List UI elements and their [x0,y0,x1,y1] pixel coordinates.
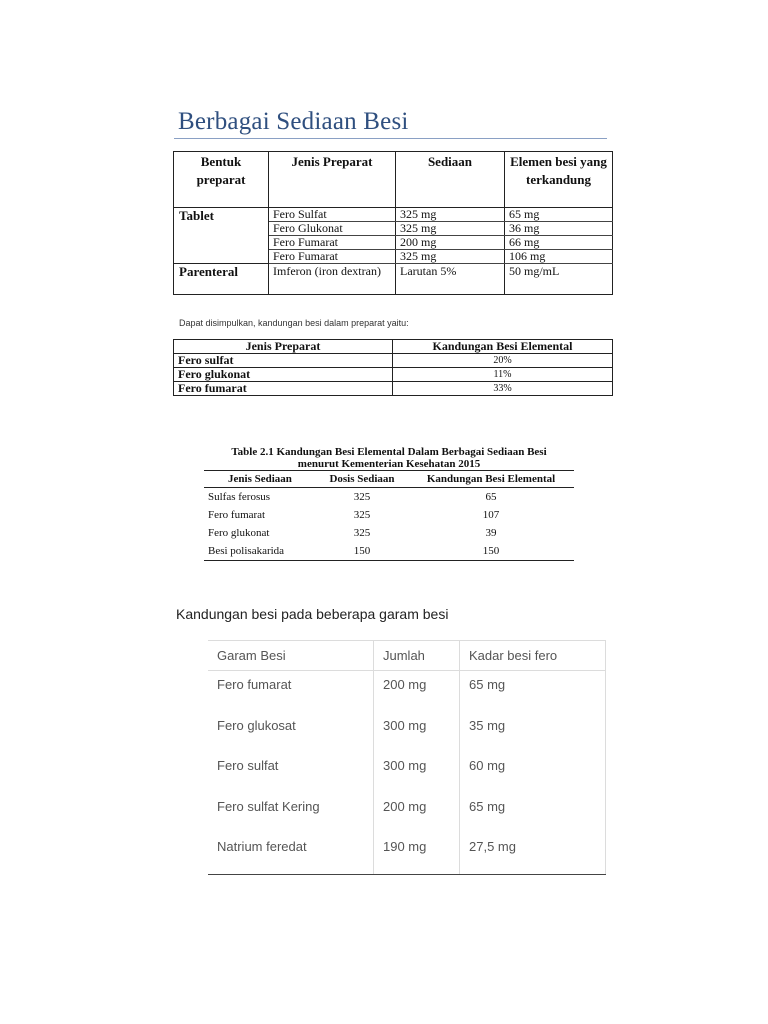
table-header-row [208,641,606,671]
table-cell: Fero Glukonat [269,222,396,236]
caption-line: Table 2.1 Kandungan Besi Elemental Dalam Berbagai Sediaan Besi [231,446,547,458]
table-row [174,368,613,382]
title-underline [174,138,607,139]
table-cell: 150 [316,542,408,561]
table-cell: Fero Fumarat [269,236,396,250]
table-cell: 33% [393,382,613,396]
table-cell: Fero Fumarat [269,250,396,264]
table-cell: Fero glukonat [208,527,270,539]
table-cell: Fero glukosat [208,712,374,753]
table-cell: 200 mg [374,793,460,834]
header-sediaan: Sediaan [396,152,505,208]
header-kandungan-besi: Kandungan Besi Elemental [408,471,574,488]
header-kandungan: Kandungan Besi Elemental [393,340,613,354]
table-cell: 35 mg [460,712,606,753]
table-header-row [174,340,613,354]
table-cell: 325 mg [396,250,505,264]
header-dosis-sediaan: Dosis Sediaan [316,471,408,488]
table-cell: 60 mg [460,752,606,793]
table-cell: 11% [393,368,613,382]
table-row [174,354,613,368]
table-cell: 65 [485,491,497,503]
table-row [208,671,606,712]
table-cell: Fero fumarat [174,382,393,396]
header-jenis: Jenis Preparat [269,152,396,208]
table-cell: 107 [482,509,500,521]
table-cell: 325 mg [396,222,505,236]
table-row [174,264,613,295]
table-cell: Fero sulfat [208,752,374,793]
table-cell: 20% [393,354,613,368]
header-jumlah: Jumlah [374,641,460,671]
table-header-row [174,152,613,208]
table-cell: 36 mg [505,222,613,236]
header-jenis-sediaan: Jenis Sediaan [204,471,316,488]
table-cell: 200 mg [374,671,460,712]
table-cell: Fero Sulfat [269,208,396,222]
table-cell: 39 [485,527,497,539]
table-row [204,524,574,542]
table-cell: 150 [408,542,574,561]
table-cell: 325 mg [396,208,505,222]
table-cell: Imferon (iron dextran) [269,264,396,295]
table-header-row [204,471,574,488]
table-cell: Natrium feredat [208,833,374,874]
table-row [208,752,606,793]
table-row [208,793,606,834]
header-jenis-preparat: Jenis Preparat [174,340,393,354]
table-cell: Fero fumarat [208,509,266,521]
table-cell: 325 [353,491,371,503]
table-row [174,382,613,396]
kemenkes-iron-table [204,470,574,561]
summary-note: Dapat disimpulkan, kandungan besi dalam preparat yaitu: [179,318,409,328]
table-cell: 300 mg [374,752,460,793]
table-cell: Fero sulfat [174,354,393,368]
form-parenteral: Parenteral [174,264,269,295]
header-garam-besi: Garam Besi [208,641,374,671]
table-cell: Besi polisakarida [204,542,316,561]
table-cell: 106 mg [505,250,613,264]
table-cell: Larutan 5% [396,264,505,295]
table-caption [204,446,574,470]
caption-line: menurut Kementerian Kesehatan 2015 [297,458,481,470]
table-row [208,712,606,753]
table-cell: 200 mg [396,236,505,250]
table-cell: 300 mg [374,712,460,753]
table-row [204,488,574,507]
form-tablet: Tablet [174,208,269,264]
section-title: Kandungan besi pada beberapa garam besi [176,606,449,622]
table-cell: 50 mg/mL [505,264,613,295]
table-cell: Sulfas ferosus [208,491,271,503]
header-elemen: Elemen besi yang terkandung [505,152,613,208]
table-row [174,208,613,222]
table-cell: Fero fumarat [208,671,374,712]
page-title: Berbagai Sediaan Besi [178,108,409,135]
table-cell: 65 mg [460,793,606,834]
header-bentuk: Bentuk preparat [174,152,269,208]
table-cell: 65 mg [505,208,613,222]
header-kadar-besi-fero: Kadar besi fero [460,641,606,671]
table-cell: 66 mg [505,236,613,250]
table-row [208,833,606,874]
elemental-iron-summary-table [173,339,613,396]
table-cell: 325 [353,527,371,539]
table-cell: Fero sulfat Kering [208,793,374,834]
table-cell: Fero glukonat [174,368,393,382]
table-cell: 190 mg [374,833,460,874]
table-cell: 27,5 mg [460,833,606,874]
table-row [204,506,574,524]
table-cell: 65 mg [460,671,606,712]
table-row [204,542,574,561]
iron-salts-table [208,640,606,875]
table-cell: 325 [353,509,371,521]
iron-preparations-table [173,151,613,295]
